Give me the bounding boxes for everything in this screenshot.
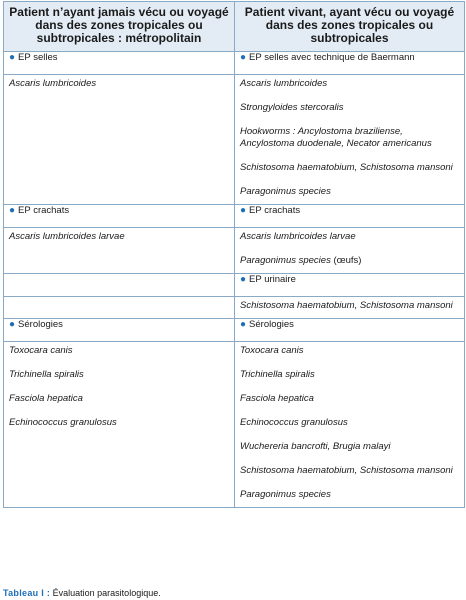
caption-text: Évaluation parasitologique. bbox=[50, 588, 161, 598]
section-label-left: ● Sérologies bbox=[4, 319, 235, 342]
section-label-right: ● EP crachats bbox=[235, 205, 465, 228]
list-item: Toxocara canis bbox=[9, 345, 73, 356]
section-label-left: ● EP selles bbox=[4, 52, 235, 75]
section-row-selles bbox=[4, 52, 465, 75]
list-item: Fasciola hepatica bbox=[9, 393, 83, 404]
list-item: Toxocara canis bbox=[240, 345, 304, 356]
list-item: Wuchereria bancrofti, Brugia malayi bbox=[240, 441, 391, 452]
section-label-right: ● EP urinaire bbox=[235, 274, 465, 297]
bullet-icon: ● bbox=[9, 52, 16, 63]
section-label-right: ● EP selles avec technique de Baermann bbox=[235, 52, 465, 75]
list-item: Ascaris lumbricoides bbox=[9, 78, 97, 89]
list-item: Ascaris lumbricoides larvae bbox=[240, 231, 356, 242]
bullet-icon: ● bbox=[9, 319, 16, 330]
list-row-crachats bbox=[4, 228, 465, 274]
section-row-crachats bbox=[4, 205, 465, 228]
empty-cell bbox=[4, 297, 235, 319]
caption-label: Tableau I : bbox=[3, 588, 51, 598]
list-row-selles bbox=[4, 75, 465, 205]
list-cell-right bbox=[235, 297, 465, 319]
list-item: Ascaris lumbricoides bbox=[240, 78, 328, 89]
list-item: Schistosoma haematobium, Schistosoma mansoni bbox=[240, 300, 453, 311]
section-row-urinaire bbox=[4, 274, 465, 297]
list-item: Trichinella spiralis bbox=[9, 369, 84, 380]
list-item: Schistosoma haematobium, Schistosoma mansoni bbox=[240, 465, 453, 476]
header-right: Patient vivant, ayant vécu ou voyagé dans des zones tropicales ou subtropicales bbox=[235, 2, 465, 52]
header-row bbox=[4, 2, 465, 52]
list-item-note: (œufs) bbox=[333, 255, 362, 266]
table-caption bbox=[3, 588, 161, 598]
list-item: Paragonimus species (œufs) bbox=[240, 255, 362, 266]
bullet-icon: ● bbox=[240, 205, 247, 216]
list-item: Paragonimus species bbox=[240, 489, 331, 500]
bullet-icon: ● bbox=[240, 319, 247, 330]
list-cell-left bbox=[4, 75, 235, 205]
bullet-icon: ● bbox=[9, 205, 16, 216]
list-cell-left bbox=[4, 342, 235, 508]
list-cell-right bbox=[235, 342, 465, 508]
list-item: Strongyloides stercoralis bbox=[240, 102, 344, 113]
list-item: Echinococcus granulosus bbox=[240, 417, 348, 428]
list-cell-left bbox=[4, 228, 235, 274]
bullet-icon: ● bbox=[240, 52, 247, 63]
section-label-left: ● EP crachats bbox=[4, 205, 235, 228]
list-item: Trichinella spiralis bbox=[240, 369, 315, 380]
header-left: Patient n’ayant jamais vécu ou voyagé dans des zones tropicales ou subtropicales : métropolitain bbox=[4, 2, 235, 52]
section-row-serologies bbox=[4, 319, 465, 342]
list-item: Ascaris lumbricoides larvae bbox=[9, 231, 125, 242]
list-row-serologies bbox=[4, 342, 465, 508]
list-item: Hookworms : Ancylostoma braziliense, Ancylostoma duodenale, Necator americanus bbox=[240, 126, 432, 149]
list-item: Echinococcus granulosus bbox=[9, 417, 117, 428]
list-item: Fasciola hepatica bbox=[240, 393, 314, 404]
bullet-icon: ● bbox=[240, 274, 247, 285]
list-cell-right bbox=[235, 75, 465, 205]
list-row-urinaire bbox=[4, 297, 465, 319]
list-item: Paragonimus species bbox=[240, 186, 331, 197]
empty-cell bbox=[4, 274, 235, 297]
list-cell-right bbox=[235, 228, 465, 274]
list-item: Schistosoma haematobium, Schistosoma mansoni bbox=[240, 162, 453, 173]
section-label-right: ● Sérologies bbox=[235, 319, 465, 342]
parasitology-table bbox=[3, 1, 465, 508]
